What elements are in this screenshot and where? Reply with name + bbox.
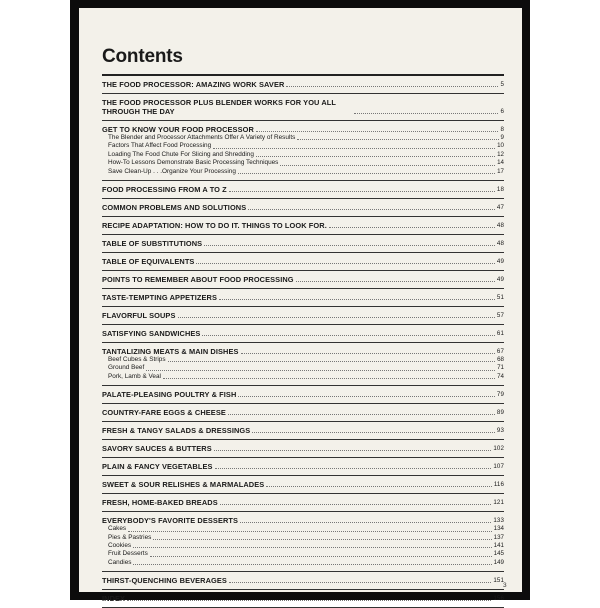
toc-section-heading xyxy=(102,239,504,248)
subsection-title: Beef Cubes & Strips xyxy=(108,356,166,364)
subsection-page-number: 17 xyxy=(497,167,504,175)
toc-section xyxy=(102,253,504,271)
subsection-title: Factors That Affect Food Processing xyxy=(108,142,212,150)
subsection-title: Pies & Pastries xyxy=(108,533,152,541)
toc-section-heading xyxy=(102,498,504,507)
toc-section xyxy=(102,476,504,494)
dot-leader xyxy=(354,113,498,114)
dot-leader xyxy=(229,582,491,583)
toc-section-heading xyxy=(102,329,504,338)
toc-section-heading xyxy=(102,576,504,585)
subsection-title: Candies xyxy=(108,558,132,566)
section-page-number: 102 xyxy=(493,445,504,453)
toc-subsection xyxy=(102,168,504,176)
toc-section xyxy=(102,440,504,458)
dot-leader xyxy=(280,165,495,166)
dot-leader xyxy=(133,564,491,565)
dot-leader xyxy=(266,486,492,487)
dot-leader xyxy=(202,335,494,336)
toc-section-heading xyxy=(102,80,504,89)
subsection-title: How-To Lessons Demonstrate Basic Processing Techniques xyxy=(108,159,279,167)
section-page-number: 48 xyxy=(496,222,504,230)
dot-leader xyxy=(240,522,491,523)
toc-section xyxy=(102,386,504,404)
section-page-number: 18 xyxy=(496,186,504,194)
dot-leader xyxy=(286,86,498,87)
dot-leader xyxy=(219,299,495,300)
section-title: PALATE-PLEASING POULTRY & FISH xyxy=(102,390,237,400)
page-number: 3 xyxy=(503,582,507,589)
toc-subsection xyxy=(102,134,504,142)
section-page-number: 48 xyxy=(496,240,504,248)
section-title: SWEET & SOUR RELISHES & MARMALADES xyxy=(102,480,265,490)
subsection-page-number: 134 xyxy=(493,525,504,533)
dot-leader xyxy=(297,139,498,140)
toc-section-heading xyxy=(102,480,504,489)
section-title: INDEX xyxy=(102,594,126,604)
toc-section xyxy=(102,422,504,440)
section-page-number: 107 xyxy=(493,463,504,471)
section-page-number: 6 xyxy=(500,108,504,115)
toc-subsection xyxy=(102,534,504,542)
section-title: FOOD PROCESSING FROM A TO Z xyxy=(102,185,227,195)
toc-subsection xyxy=(102,151,504,159)
section-title: TABLE OF EQUIVALENTS xyxy=(102,257,195,267)
toc-section xyxy=(102,307,504,325)
dot-leader xyxy=(241,353,495,354)
toc-subsection xyxy=(102,525,504,533)
section-title: SATISFYING SANDWICHES xyxy=(102,329,201,339)
subsection-page-number: 14 xyxy=(497,159,504,167)
section-page-number: 49 xyxy=(496,258,504,266)
toc-subsection xyxy=(102,550,504,558)
dot-leader xyxy=(229,191,495,192)
subsection-title: Loading The Food Chute For Slicing and Shredding xyxy=(108,150,254,158)
section-title: TABLE OF SUBSTITUTIONS xyxy=(102,239,203,249)
section-page-number: 93 xyxy=(496,427,504,435)
section-page-number: 79 xyxy=(496,391,504,399)
toc-section xyxy=(102,590,504,608)
toc-section-heading xyxy=(102,125,504,134)
dot-leader xyxy=(220,504,492,505)
subsection-title: Fruit Desserts xyxy=(108,550,148,558)
subsection-page-number: 12 xyxy=(497,150,504,158)
section-page-number: 8 xyxy=(500,126,504,133)
toc-section-heading xyxy=(102,293,504,302)
toc-section-heading xyxy=(102,444,504,453)
dot-leader xyxy=(238,396,495,397)
subsection-title: The Blender and Processor Attachments Offer A Variety of Results xyxy=(108,134,296,141)
section-page-number: 133 xyxy=(493,517,504,525)
toc-section xyxy=(102,217,504,235)
toc-section xyxy=(102,494,504,512)
toc-section-heading xyxy=(102,462,504,471)
toc-section-heading xyxy=(102,347,504,356)
toc-section-heading xyxy=(102,594,504,603)
dot-leader xyxy=(128,531,492,532)
toc-section-heading xyxy=(102,185,504,194)
dot-leader xyxy=(252,432,495,433)
toc-subsection xyxy=(102,559,504,567)
toc-section xyxy=(102,325,504,343)
section-title: COUNTRY-FARE EGGS & CHEESE xyxy=(102,408,226,418)
section-title: SAVORY SAUCES & BUTTERS xyxy=(102,444,212,454)
subsection-title: Ground Beef xyxy=(108,364,145,372)
toc-subsection xyxy=(102,159,504,167)
dot-leader xyxy=(133,547,492,548)
toc-subsection xyxy=(102,542,504,550)
section-page-number: 121 xyxy=(493,499,504,507)
section-title: RECIPE ADAPTATION: HOW TO DO IT. THINGS TO LOOK FOR. xyxy=(102,221,327,231)
toc-subsection xyxy=(102,373,504,381)
section-title: THE FOOD PROCESSOR: AMAZING WORK SAVER xyxy=(102,80,285,89)
toc-section xyxy=(102,289,504,307)
toc-subsection xyxy=(102,356,504,364)
toc-section xyxy=(102,458,504,476)
toc-section-heading xyxy=(102,221,504,230)
section-page-number: 89 xyxy=(496,409,504,417)
section-page-number: 47 xyxy=(496,204,504,212)
toc-section-heading xyxy=(102,426,504,435)
dot-leader xyxy=(204,245,495,246)
subsection-page-number: 74 xyxy=(497,372,504,380)
dot-leader xyxy=(238,173,495,174)
dot-leader xyxy=(150,556,492,557)
toc-section xyxy=(102,94,504,121)
toc-section xyxy=(102,181,504,199)
section-title: PLAIN & FANCY VEGETABLES xyxy=(102,462,213,472)
subsection-page-number: 71 xyxy=(497,364,504,372)
toc-section xyxy=(102,404,504,422)
toc-section-heading xyxy=(102,98,504,116)
toc-section xyxy=(102,121,504,181)
section-title: THIRST-QUENCHING BEVERAGES xyxy=(102,576,227,586)
dot-leader xyxy=(178,317,495,318)
toc-section-heading xyxy=(102,390,504,399)
toc-section xyxy=(102,572,504,590)
dot-leader xyxy=(153,539,491,540)
dot-leader xyxy=(146,370,495,371)
dot-leader xyxy=(127,600,491,601)
section-title: COMMON PROBLEMS AND SOLUTIONS xyxy=(102,203,247,213)
dot-leader xyxy=(228,414,495,415)
section-title: TANTALIZING MEATS & MAIN DISHES xyxy=(102,347,239,357)
section-page-number: 116 xyxy=(493,481,504,489)
toc-section xyxy=(102,343,504,386)
section-title: TASTE-TEMPTING APPETIZERS xyxy=(102,293,218,303)
subsection-page-number: 9 xyxy=(500,134,504,141)
toc-section-heading xyxy=(102,311,504,320)
section-title: GET TO KNOW YOUR FOOD PROCESSOR xyxy=(102,125,254,134)
toc-subsection xyxy=(102,364,504,372)
subsection-title: Save Clean-Up . . .Organize Your Processing xyxy=(108,167,236,175)
toc-section-heading xyxy=(102,203,504,212)
dot-leader xyxy=(256,131,499,132)
subsection-page-number: 137 xyxy=(493,533,504,541)
toc-section-heading xyxy=(102,516,504,525)
dot-leader xyxy=(213,148,495,149)
toc-section xyxy=(102,512,504,572)
toc-section-heading xyxy=(102,275,504,284)
dot-leader xyxy=(214,450,492,451)
section-page-number: 51 xyxy=(496,294,504,302)
subsection-page-number: 149 xyxy=(493,558,504,566)
subsection-page-number: 68 xyxy=(497,356,504,364)
toc-section-heading xyxy=(102,408,504,417)
dot-leader xyxy=(256,156,495,157)
dot-leader xyxy=(168,361,496,362)
section-page-number: 151 xyxy=(493,577,504,585)
dot-leader xyxy=(296,281,495,282)
section-page-number: 5 xyxy=(500,81,504,88)
section-page-number: 156 xyxy=(493,595,504,603)
dot-leader xyxy=(248,209,495,210)
section-title: FLAVORFUL SOUPS xyxy=(102,311,176,321)
subsection-title: Cookies xyxy=(108,542,132,550)
toc-section xyxy=(102,76,504,94)
subsection-page-number: 10 xyxy=(497,142,504,150)
section-title: FRESH & TANGY SALADS & DRESSINGS xyxy=(102,426,251,436)
toc-section-heading xyxy=(102,257,504,266)
section-page-number: 61 xyxy=(496,330,504,338)
section-page-number: 49 xyxy=(496,276,504,284)
table-of-contents xyxy=(102,74,504,608)
subsection-title: Cakes xyxy=(108,525,127,533)
subsection-page-number: 141 xyxy=(493,542,504,550)
section-title: POINTS TO REMEMBER ABOUT FOOD PROCESSING xyxy=(102,275,294,285)
section-title: THE FOOD PROCESSOR PLUS BLENDER WORKS FOR YOU ALL THROUGH THE DAY xyxy=(102,98,336,116)
section-page-number: 57 xyxy=(496,312,504,320)
section-title: EVERYBODY'S FAVORITE DESSERTS xyxy=(102,516,239,526)
page-title: Contents xyxy=(102,46,183,67)
dot-leader xyxy=(329,227,495,228)
dot-leader xyxy=(215,468,492,469)
toc-section xyxy=(102,235,504,253)
dot-leader xyxy=(163,378,495,379)
toc-subsection xyxy=(102,142,504,150)
subsection-title: Pork, Lamb & Veal xyxy=(108,372,161,380)
toc-section xyxy=(102,199,504,217)
section-page-number: 67 xyxy=(496,348,504,356)
section-title: FRESH, HOME-BAKED BREADS xyxy=(102,498,218,508)
toc-section xyxy=(102,271,504,289)
subsection-page-number: 145 xyxy=(493,550,504,558)
dot-leader xyxy=(196,263,494,264)
